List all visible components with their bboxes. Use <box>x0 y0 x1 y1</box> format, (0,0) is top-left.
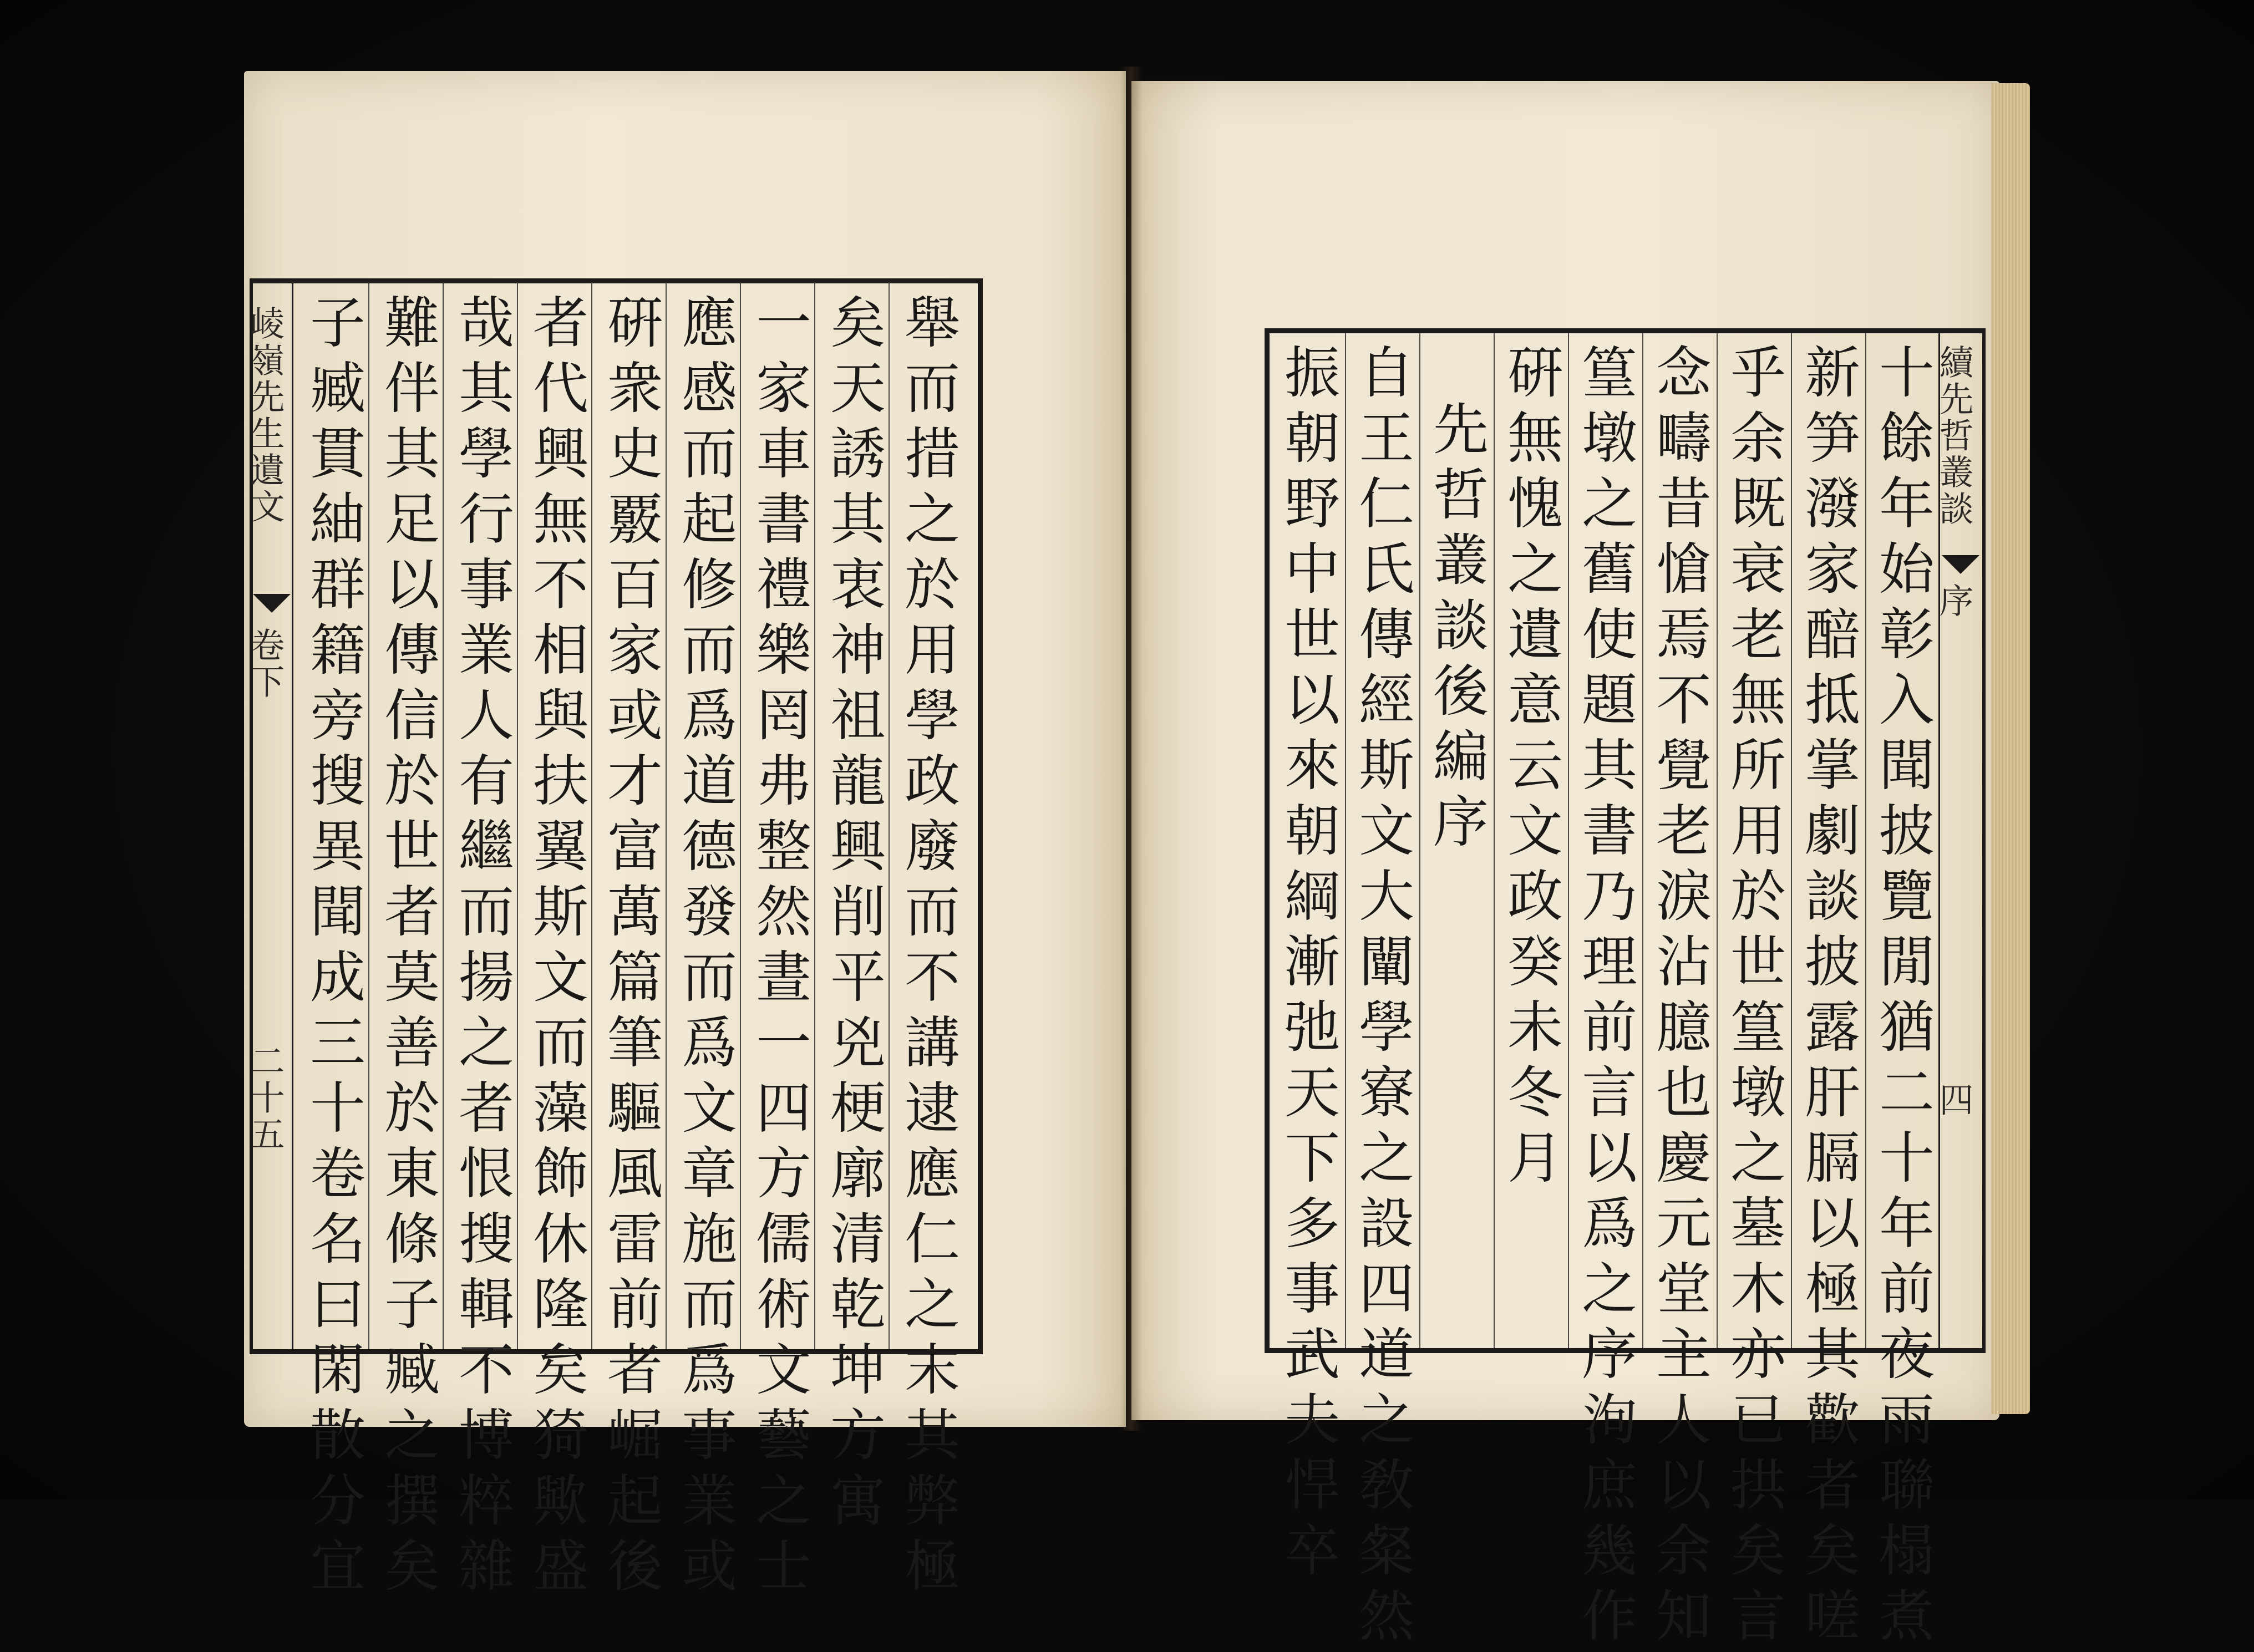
text-column: 新笋潑家醅抵掌劇談披露肝膈以極其歡者矣嗟 <box>1795 343 1860 1652</box>
margin-book-title: 續先哲叢談 <box>1933 344 1974 527</box>
text-column: 十餘年始彰入聞披覽閒猶二十年前夜雨聯榻煮 <box>1870 343 1935 1652</box>
fishtail-mark <box>1942 555 1979 574</box>
text-column: 自王仁氏傳經斯文大闡學寮之設四道之敎粲然 <box>1349 343 1414 1652</box>
column-rule <box>443 283 444 1349</box>
text-column: 子臧貫紬群籍旁搜異聞成三十卷名曰閑散分宜 <box>301 293 365 1602</box>
margin-volume: 序 <box>1933 583 1974 619</box>
text-column: 乎余既衰老無所用於世篁墩之墓木亦已拱矣言 <box>1721 343 1786 1652</box>
column-rule <box>1642 333 1643 1348</box>
column-rule <box>814 283 815 1349</box>
fishtail-mark <box>253 594 291 613</box>
column-rule <box>1717 333 1718 1348</box>
text-column: 矣天誘其衷神祖龍興削平兇梗廓清乾坤方寓 <box>821 293 886 1537</box>
text-column: 念疇昔愴焉不覺老淚沾臆也慶元堂主人以余知 <box>1647 343 1712 1652</box>
text-column: 難伴其足以傳信於世者莫善於東條子臧之撰矣 <box>375 293 440 1602</box>
book-gutter <box>1120 67 1143 1431</box>
text-column: 篁墩之舊使題其書乃理前言以爲之序洵庶幾作 <box>1572 343 1637 1652</box>
text-column: 哉其學行事業人有繼而揚之者恨搜輯不博粹雜 <box>449 293 514 1602</box>
column-rule <box>1791 333 1792 1348</box>
column-rule <box>1865 333 1866 1348</box>
page-number: 二十五 <box>245 1043 285 1153</box>
column-rule <box>740 283 741 1349</box>
margin-rule <box>292 283 293 1349</box>
text-column: 硏衆史覈百家或才富萬篇筆驅風雷前者崛起後 <box>598 293 663 1602</box>
page-edges <box>1991 83 2030 1414</box>
column-rule <box>1419 333 1420 1348</box>
text-column: 一家車書禮樂罔弗整然晝一四方儒術文藝之士 <box>747 293 811 1602</box>
text-column: 者代興無不相與扶翼斯文而藻飾休隆矣猗歟盛 <box>524 293 588 1602</box>
column-rule <box>1345 333 1346 1348</box>
text-column: 振朝野中世以來朝綱漸弛天下多事武夫悍卒 <box>1275 343 1340 1587</box>
column-rule <box>666 283 667 1349</box>
left-text-frame <box>245 278 983 1602</box>
column-rule <box>517 283 518 1349</box>
column-rule <box>1568 333 1569 1348</box>
column-rule <box>1494 333 1495 1348</box>
column-rule <box>368 283 369 1349</box>
right-text-frame <box>1265 328 1986 1652</box>
column-rule <box>889 283 890 1349</box>
text-column: 舉而措之於用學政廢而不講逮應仁之末其弊極 <box>895 293 960 1602</box>
section-heading: 先哲叢談後編序 <box>1424 400 1489 858</box>
page-number: 四 <box>1933 1082 1974 1119</box>
margin-book-title: 崚嶺先生遺文 <box>245 306 285 525</box>
column-rule <box>591 283 592 1349</box>
margin-volume: 卷下 <box>245 627 285 700</box>
text-column: 應感而起修而爲道德發而爲文章施而爲事業或 <box>672 293 737 1602</box>
text-column: 硏無愧之遺意云文政癸未冬月 <box>1498 343 1563 1194</box>
